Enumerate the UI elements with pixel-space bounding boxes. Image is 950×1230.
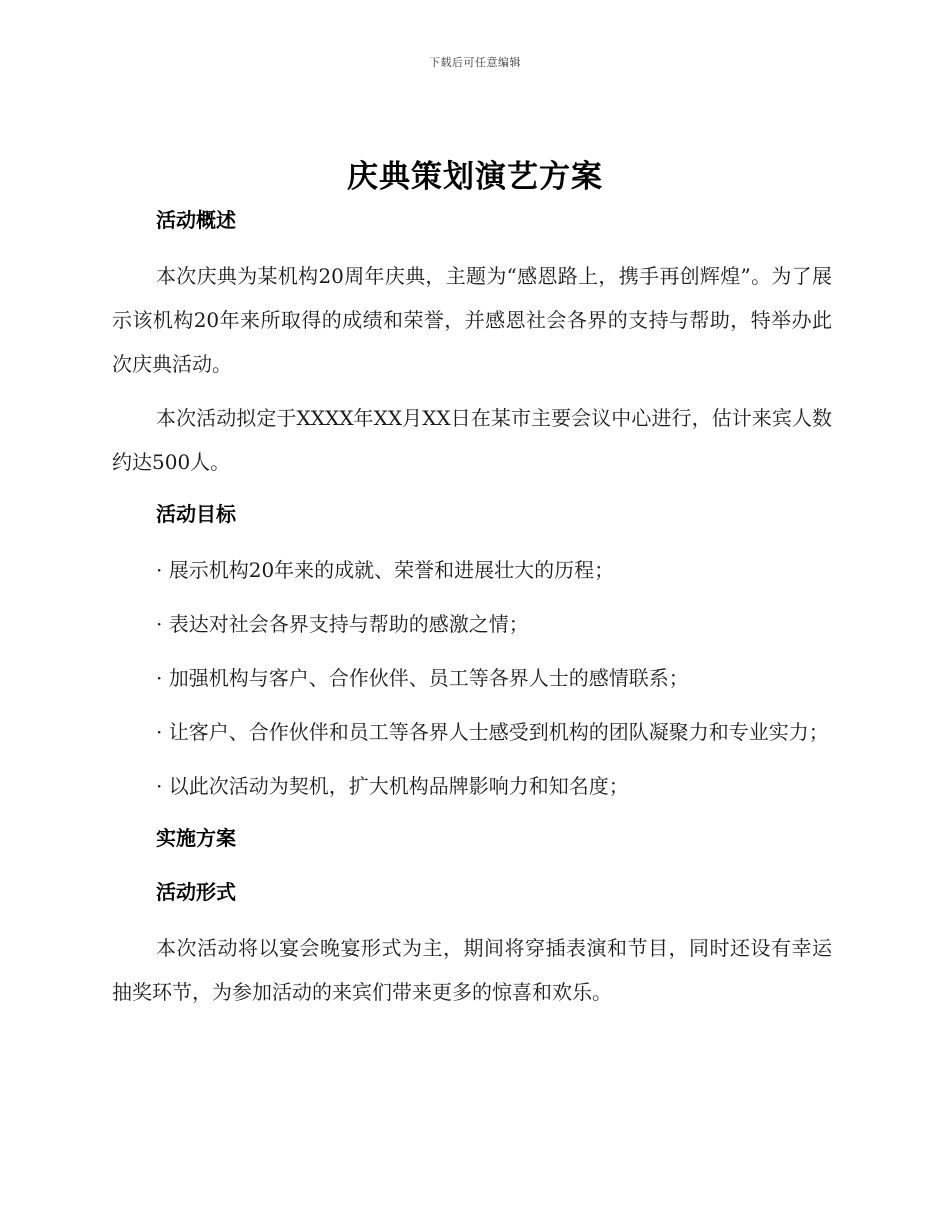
overview-paragraph-1: 本次庆典为某机构20周年庆典，主题为“感恩路上，携手再创辉煌”。为了展示该机构20年来所取得的成绩和荣誉，并感恩社会各界的支持与帮助，特举办此次庆典活动。 [112,264,832,376]
goal-item-1: · 展示机构20年来的成就、荣誉和进展壮大的历程； [156,558,615,582]
document-body [112,200,832,1014]
heading-form: 活动形式 [156,880,236,904]
goal-item-5: · 以此次活动为契机，扩大机构品牌影响力和知名度； [156,774,629,798]
header-note: 下载后可任意编辑 [429,56,521,69]
page-title: 庆典策划演艺方案 [347,159,603,195]
goal-item-2: · 表达对社会各界支持与帮助的感激之情； [156,612,529,636]
goal-item-3: · 加强机构与客户、合作伙伴、员工等各界人士的感情联系； [156,666,689,690]
heading-overview: 活动概述 [156,208,236,232]
overview-paragraph-2: 本次活动拟定于XXXX年XX月XX日在某市主要会议中心进行，估计来宾人数约达500人。 [112,406,832,474]
form-paragraph-1: 本次活动将以宴会晚宴形式为主，期间将穿插表演和节目，同时还设有幸运抽奖环节，为参加活动的来宾们带来更多的惊喜和欢乐。 [112,936,832,1004]
heading-plan: 实施方案 [156,826,236,850]
heading-goals: 活动目标 [156,502,236,526]
goal-item-4: · 让客户、合作伙伴和员工等各界人士感受到机构的团队凝聚力和专业实力； [156,720,829,744]
